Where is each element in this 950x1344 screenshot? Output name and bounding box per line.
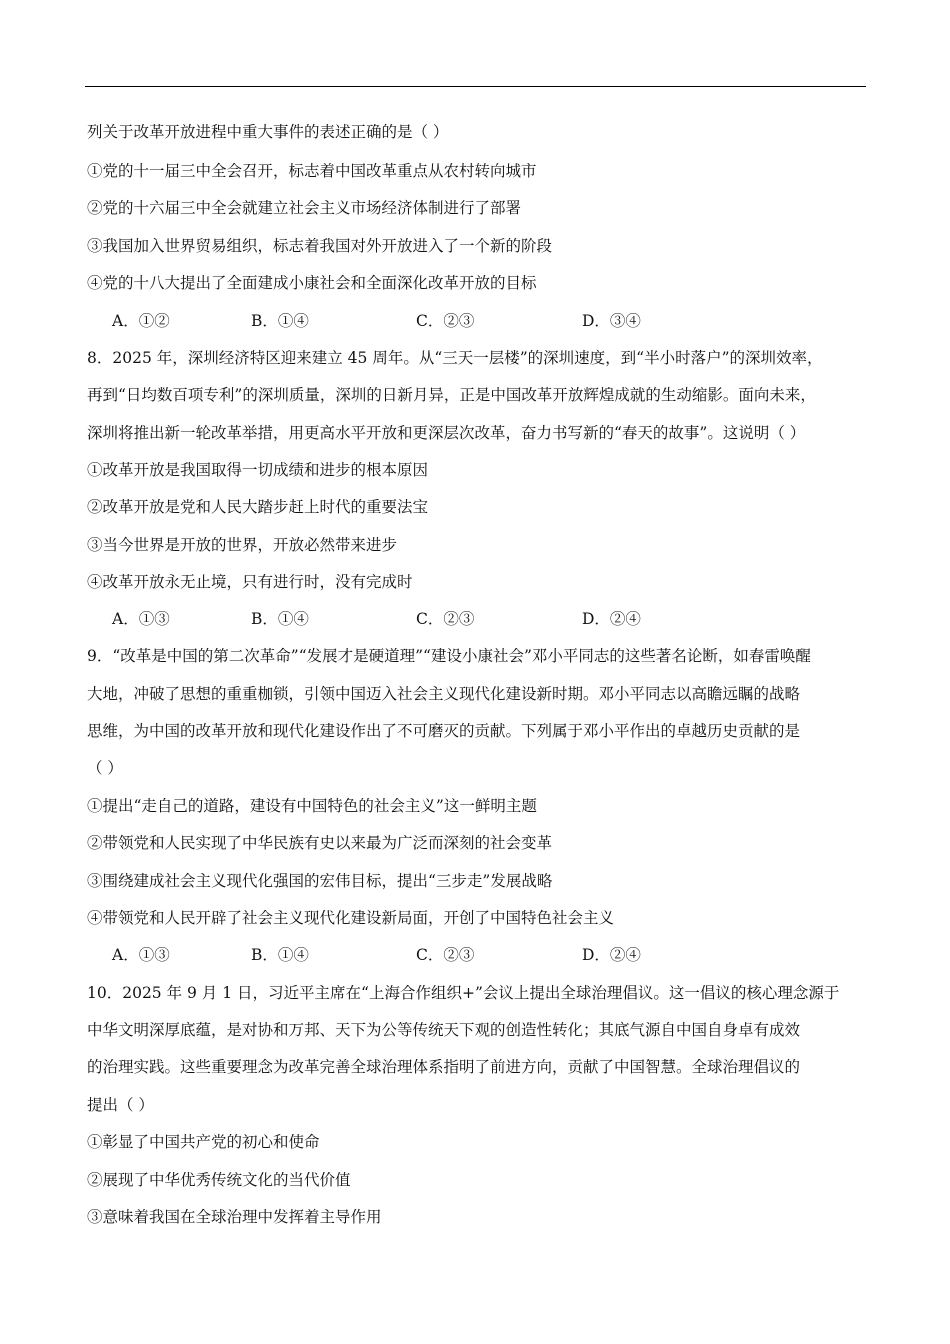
q10-stem-line-2: 中华文明深厚底蕴，是对协和万邦、天下为公等传统天下观的创造性转化；其底气源自中国自身卓有成效 [87, 1021, 801, 1039]
q9-statement-4: ④带领党和人民开辟了社会主义现代化建设新局面，开创了中国特色社会主义 [87, 909, 615, 927]
q10-stem-line-4: 提出（ ） [87, 1096, 154, 1114]
q10-statement-3: ③意味着我国在全球治理中发挥着主导作用 [87, 1208, 382, 1226]
q9-option-b: B．①④ [251, 946, 309, 964]
q7-option-d: D．③④ [582, 312, 641, 330]
q8-stem-line-1: 8．2025 年，深圳经济特区迎来建立 45 周年。从“三天一层楼”的深圳速度，到“半小时落户”的深圳效率， [87, 349, 823, 367]
q9-stem-line-1: 9．“改革是中国的第二次革命”“发展才是硬道理”“建设小康社会”邓小平同志的这些著名论断，如春雷唤醒 [87, 647, 811, 665]
q10-statement-2: ②展现了中华优秀传统文化的当代价值 [87, 1171, 351, 1189]
q7-statement-2: ②党的十六届三中全会就建立社会主义市场经济体制进行了部署 [87, 199, 522, 217]
q8-option-d: D．②④ [582, 610, 641, 628]
q7-option-a: A．①② [112, 312, 170, 330]
q9-option-d: D．②④ [582, 946, 641, 964]
q9-option-c: C．②③ [416, 946, 475, 964]
q8-statement-2: ②改革开放是党和人民大踏步赶上时代的重要法宝 [87, 498, 429, 516]
q9-statement-3: ③围绕建成社会主义现代化强国的宏伟目标，提出“三步走”发展战略 [87, 872, 553, 890]
header-rule [85, 86, 866, 87]
q9-statement-1: ①提出“走自己的道路，建设有中国特色的社会主义”这一鲜明主题 [87, 797, 537, 815]
q10-stem-line-1: 10．2025 年 9 月 1 日，习近平主席在“上海合作组织+”会议上提出全球治理倡议。这一倡议的核心理念源于 [87, 984, 840, 1002]
q9-statement-2: ②带领党和人民实现了中华民族有史以来最为广泛而深刻的社会变革 [87, 834, 553, 852]
q7-statement-4: ④党的十八大提出了全面建成小康社会和全面深化改革开放的目标 [87, 274, 537, 292]
q8-stem-line-3: 深圳将推出新一轮改革举措，用更高水平开放和更深层次改革，奋力书写新的“春天的故事”。这说明（ ） [87, 424, 806, 442]
q10-stem-line-3: 的治理实践。这些重要理念为改革完善全球治理体系指明了前进方向，贡献了中国智慧。全球治理倡议的 [87, 1058, 801, 1076]
q7-statement-3: ③我国加入世界贸易组织，标志着我国对外开放进入了一个新的阶段 [87, 237, 553, 255]
q8-statement-1: ①改革开放是我国取得一切成绩和进步的根本原因 [87, 461, 429, 479]
q10-statement-1: ①彰显了中国共产党的初心和使命 [87, 1133, 320, 1151]
q8-stem-line-2: 再到“日均数百项专利”的深圳质量，深圳的日新月异，正是中国改革开放辉煌成就的生动缩影。面向未来， [87, 386, 816, 404]
q7-option-b: B．①④ [251, 312, 309, 330]
q7-statement-1: ①党的十一届三中全会召开，标志着中国改革重点从农村转向城市 [87, 162, 537, 180]
q8-statement-4: ④改革开放永无止境，只有进行时，没有完成时 [87, 573, 413, 591]
q7-stem-tail: 列关于改革开放进程中重大事件的表述正确的是（ ） [87, 123, 449, 141]
q9-stem-line-4: （ ） [87, 759, 123, 777]
q9-stem-line-3: 思维，为中国的改革开放和现代化建设作出了不可磨灭的贡献。下列属于邓小平作出的卓越历史贡献的是 [87, 722, 801, 740]
q9-option-a: A．①③ [112, 946, 170, 964]
q8-option-c: C．②③ [416, 610, 475, 628]
q8-option-b: B．①④ [251, 610, 309, 628]
q7-option-c: C．②③ [416, 312, 475, 330]
q9-stem-line-2: 大地，冲破了思想的重重枷锁，引领中国迈入社会主义现代化建设新时期。邓小平同志以高瞻远瞩的战略 [87, 685, 801, 703]
q8-option-a: A．①③ [112, 610, 170, 628]
q8-statement-3: ③当今世界是开放的世界，开放必然带来进步 [87, 536, 398, 554]
